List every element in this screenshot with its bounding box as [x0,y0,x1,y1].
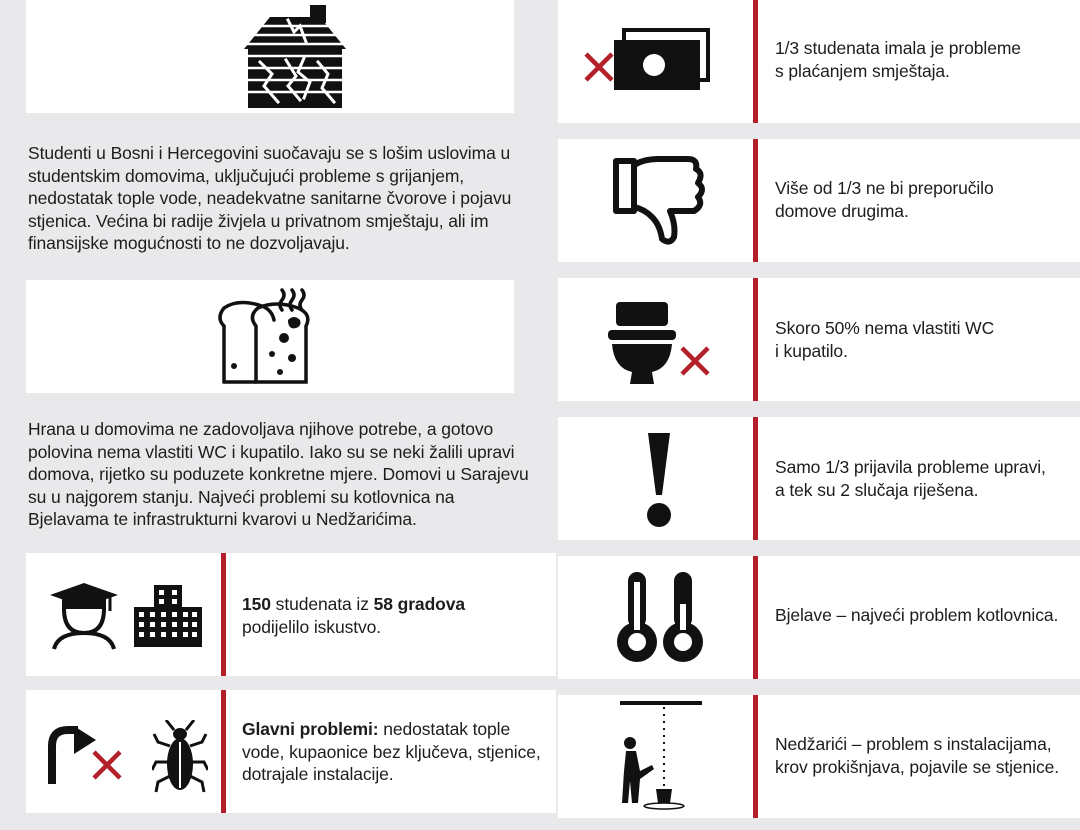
graduate-icon [48,579,120,651]
thermometers-icon [616,570,706,664]
problems-text [242,718,552,786]
survey-cities: 58 gradova [373,594,466,614]
survey-text [242,593,542,638]
stat-line: krov prokišnjava, pojavile se stjenice. [775,756,1060,777]
stat-text [775,37,1021,82]
stat-line: Bjelave – najveći problem kotlovnica. [775,605,1059,625]
stat-line: Nedžarići – problem s instalacijama, [775,734,1052,754]
stat-line: a tek su 2 slučaja riješena. [775,479,979,500]
stat-line: 1/3 studenata imala je probleme [775,38,1021,58]
survey-text-part: studenata iz [270,594,374,614]
problems-text-part: vode, kupaonice bez ključeva, stjenice, [242,741,541,762]
problems-label: Glavni problemi: [242,719,379,739]
moldy-bread-icon [214,286,326,390]
stat-text [775,177,994,222]
stat-line: domove drugima. [775,200,909,221]
food-paragraph: Hrana u domovima ne zadovoljava njihove potrebe, a gotovo polovina nema vlastiti WC i kupatilo. Iako su se neki žalili upravi domova, rijetko su poduzete konkretne mjere. Domovi u Sarajevu su u najgorem stanju. Najveći problemi su kotlovnica na Bjelavama te infrastrukturni kvarovi u Nedžarićima. [28,419,529,529]
stat-line: i kupatilo. [775,340,848,361]
stat-line: Skoro 50% nema vlastiti WC [775,318,995,338]
card-accent-bar [753,695,758,818]
stat-line: Više od 1/3 ne bi preporučilo [775,178,994,198]
stat-text [775,456,1046,501]
no-hot-water-icon [46,726,150,786]
leaking-roof-icon [618,699,708,811]
survey-text-part: podijelilo iskustvo. [242,616,382,637]
no-toilet-icon [608,298,718,386]
stat-line: s plaćanjem smještaja. [775,60,950,81]
city-buildings-icon [134,585,202,647]
survey-count: 150 [242,594,271,614]
stat-card-bjelave [558,556,1080,679]
card-accent-bar [221,690,226,813]
stat-card-nedzarici [558,695,1080,818]
card-accent-bar [753,278,758,401]
intro-paragraph: Studenti u Bosni i Hercegovini suočavaju se s lošim uslovima u studentskim domovima, uključujući probleme s grijanjem, nedostatak tople vode, neadekvatne sanitarne čvorove i pojavu stjenica. Većina bi radije živjela u privatnom smještaju, ali im finansijske mogućnosti to ne dozvoljavaju. [28,143,512,253]
stat-text [775,604,1058,627]
card-accent-bar [753,0,758,123]
stat-card-payment [558,0,1080,123]
card-accent-bar [753,417,758,540]
card-accent-bar [753,139,758,262]
problems-text-part: dotrajale instalacije. [242,764,394,784]
exclamation-icon [642,429,676,529]
no-money-icon [584,28,714,92]
problems-text-part: nedostatak tople [378,719,511,739]
stat-text [775,733,1059,778]
thumbs-down-icon [612,155,706,247]
bedbug-icon [152,720,208,800]
food-icon-card [26,280,514,393]
stat-text [775,317,994,362]
damaged-house-icon [238,2,352,112]
stat-card-reports [558,417,1080,540]
card-accent-bar [221,553,226,676]
intro-icon-card [26,0,514,113]
stat-card-toilet [558,278,1080,401]
card-accent-bar [753,556,758,679]
stat-card-recommend [558,139,1080,262]
stat-line: Samo 1/3 prijavila probleme upravi, [775,457,1046,477]
